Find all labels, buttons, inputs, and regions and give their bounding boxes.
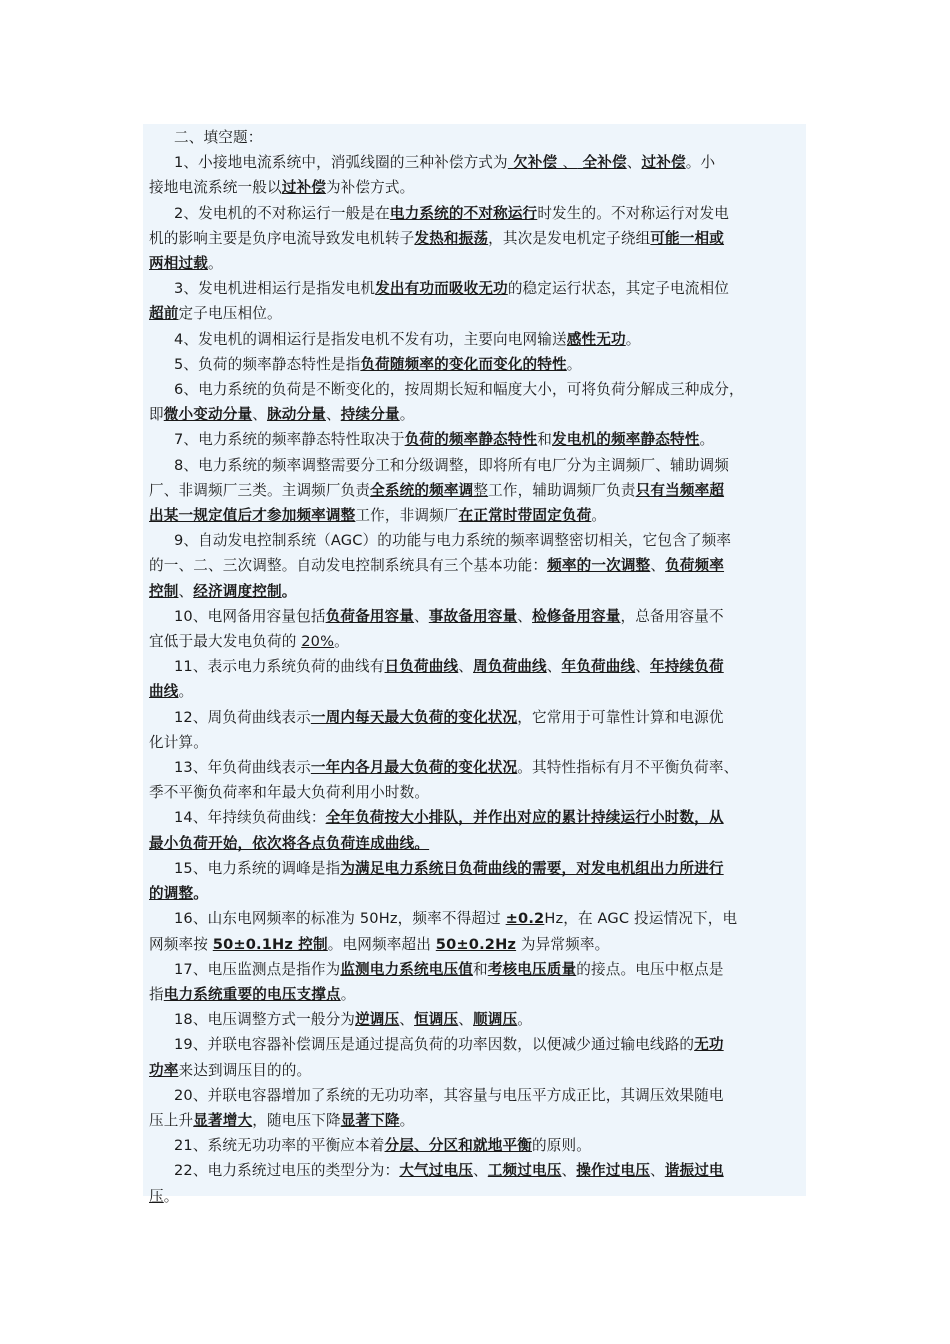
answer-blank: 在正常时带固定负荷 [458,507,592,525]
underlined-text: 、 [562,154,578,172]
answer-blank: 欠补偿 [507,154,563,172]
answer-blank: 超前 [149,305,179,323]
answer-blank: 两相过载 [149,255,208,273]
plain-text: 、 [546,658,562,676]
text-line [149,831,800,856]
plain-text: 17、电压监测点是指作为 [174,960,341,978]
plain-text: 9、自动发电控制系统（AGC）的功能与电力系统的频率调整密切相关，它包含了频率 [174,532,732,550]
plain-text: 21、系统无功功率的平衡应本着 [174,1137,385,1155]
text-line [149,881,800,906]
text-line [149,553,800,578]
answer-blank: 感性无功 [566,330,626,348]
plain-text: 14、年持续负荷曲线： [174,809,326,827]
plain-text: Hz，在 AGC 投运情况下，电 [544,910,738,928]
plain-text: 1、小接地电流系统中，消弧线圈的三种补偿方式为 [174,154,508,172]
plain-text: 10、电网备用容量包括 [174,607,326,625]
plain-text: 。 [163,1187,179,1205]
plain-text: 、 [399,1011,415,1029]
text-line [149,1108,800,1133]
plain-text: 机的影响主要是负序电流导致发电机转子 [149,229,415,247]
plain-text: 、 [626,154,642,172]
text-line [149,856,800,881]
answer-blank: 负荷的频率静态特性 [404,431,538,449]
text-line [149,201,800,226]
plain-text: 、 [635,658,650,676]
text-line [149,150,800,175]
answer-blank: 最小负荷开始，依次将各点负荷连成曲线。 [149,834,430,852]
answer-blank: 恒调压 [414,1011,459,1029]
answer-blank: 发出有功而吸收无功 [375,280,508,298]
plain-text: 网频率按 [149,935,213,953]
text-line [149,705,800,730]
text-line [149,1133,800,1158]
text-line [149,352,800,377]
plain-text: 19、并联电容器补偿调压是通过提高负荷的功率因数，以便减少通过输电线路的 [174,1036,695,1054]
plain-text: 13、年负荷曲线表示 [174,759,311,777]
answer-blank: 一年内各月最大负荷的变化状况 [310,759,518,777]
text-line [149,453,800,478]
answer-blank: 曲线 [149,683,179,701]
answer-blank: 分层、分区和就地平衡 [384,1137,532,1155]
plain-text: 压上升 [149,1111,194,1129]
answer-blank: 日负荷曲线 [384,658,459,676]
bold-text: 。 [281,582,297,600]
text-line [149,301,800,326]
answer-blank: 持续分量 [340,406,400,424]
text-line [149,1158,800,1183]
underlined-text: 20% [301,633,335,651]
text-line [149,327,800,352]
text-line [149,1007,800,1032]
plain-text: 20、并联电容器增加了系统的无功功率，其容量与电压平方成正比，其调压效果随电 [174,1086,724,1104]
plain-text: 、 [325,406,341,424]
plain-text: 的稳定运行状态，其定子电流相位 [507,280,729,298]
answer-blank: ±0.2 [505,910,545,928]
answer-blank: 只有当频率超 [635,481,725,499]
text-line [149,528,800,553]
text-line [149,427,800,452]
text-line [149,629,800,654]
text-line [149,503,800,528]
text-line [149,932,800,957]
answer-blank: 谐振过电 [664,1162,724,1180]
text-line [149,251,800,276]
answer-blank: 显著增大 [193,1111,253,1129]
text-line [149,730,800,755]
plain-text: 工作，非调频厂 [355,507,459,525]
plain-text: 、 [517,607,533,625]
text-line [149,402,800,427]
plain-text: 和 [473,960,488,978]
answer-blank: 电力系统的不对称运行 [389,204,538,222]
question-list [149,150,800,1209]
plain-text: 16、山东电网频率的标准为 50Hz，频率不得超过 [174,910,506,928]
text-line [149,957,800,982]
plain-text: 工作，辅助调频厂负责 [488,481,636,499]
plain-text: 时发生的。不对称运行对发电 [537,204,729,222]
underlined-text: 整 [473,481,489,499]
plain-text: 、 [561,1162,577,1180]
answer-blank: 出某一规定值后才参加频率调整 [149,507,356,525]
text-line [149,805,800,830]
plain-text: 。 [334,633,349,651]
text-line [149,226,800,251]
plain-text: 。 [399,406,415,424]
answer-blank: 负荷随频率的变化而变化的特性 [360,355,567,373]
plain-text: 。 [625,330,641,348]
text-line [149,579,800,604]
plain-text: 5、负荷的频率静态特性是指 [174,355,361,373]
plain-text: 。小 [685,154,716,172]
plain-text: 的一、二、三次调整。自动发电控制系统具有三个基本功能： [149,557,548,575]
answer-blank: 经济调度控制 [193,582,282,600]
text-line [149,755,800,780]
plain-text: 2、发电机的不对称运行一般是在 [174,204,390,222]
plain-text: 。 [566,355,582,373]
answer-blank: 监测电力系统电压值 [340,960,474,978]
plain-text: 。 [517,1011,533,1029]
answer-blank: 电力系统重要的电压支撑点 [163,985,341,1003]
answer-blank: 发电机的频率静态特性 [552,431,700,449]
plain-text: 。其特性指标有月不平衡负荷率、 [517,759,739,777]
plain-text: 的接点。电压中枢点是 [576,960,724,978]
text-line [149,604,800,629]
answer-blank: 顺调压 [473,1011,518,1029]
plain-text: 为补偿方式。 [325,179,415,197]
answer-blank: 事故备用容量 [428,607,518,625]
plain-text: 22、电力系统过电压的类型分为： [174,1162,400,1180]
plain-text: 、 [178,582,194,600]
plain-text: 。 [207,255,223,273]
answer-blank: 操作过电压 [576,1162,650,1180]
answer-blank: 的调整 [149,885,194,903]
answer-blank: 工频过电压 [487,1162,562,1180]
answer-blank: 50±0.1Hz 控制 [212,935,328,953]
plain-text: 季不平衡负荷率和年最大负荷利用小时数。 [149,784,430,802]
plain-text: 。 [699,431,715,449]
answer-blank: 全系统的频率调 [370,481,474,499]
plain-text: 8、电力系统的频率调整需要分工和分级调整，即将所有电厂分为主调频厂、辅助调频 [174,456,729,474]
answer-blank: 显著下降 [340,1111,400,1129]
plain-text: 6、电力系统的负荷是不断变化的，按周期长短和幅度大小，可将负荷分解成三种成分， [174,381,744,399]
plain-text: ，总备用容量不 [620,607,724,625]
answer-blank: 发热和振荡 [414,229,489,247]
plain-text: 接地电流系统一般以 [149,179,282,197]
plain-text: ，其次是发电机定子绕组 [488,229,651,247]
text-line [149,679,800,704]
answer-blank: 控制 [149,582,179,600]
text-line [149,1058,800,1083]
answer-blank: 一周内每天最大负荷的变化状况 [310,708,518,726]
section-heading: 二、填空题： [174,129,263,146]
plain-text: 。 [340,985,356,1003]
text-line [149,1083,800,1108]
plain-text: 。电网频率超出 [327,935,436,953]
plain-text: 。 [399,1111,415,1129]
plain-text: 3、发电机进相运行是指发电机 [174,280,376,298]
answer-blank: 可能一相或 [650,229,725,247]
plain-text: 指 [149,985,164,1003]
answer-blank: 频率的一次调整 [547,557,651,575]
plain-text: 。 [178,683,194,701]
answer-blank: 负荷备用容量 [325,607,415,625]
plain-text: 4、发电机的调相运行是指发电机不发有功，主要向电网输送 [174,330,567,348]
answer-blank: 检修备用容量 [532,607,621,625]
answer-blank: 负荷频率 [665,557,725,575]
plain-text: 的原则。 [532,1137,591,1155]
plain-text: 、 [458,1011,474,1029]
answer-blank: 过补偿 [281,179,326,197]
plain-text: 、 [252,406,267,424]
plain-text: 、 [650,557,666,575]
plain-text: ，随电压下降 [252,1111,341,1129]
bold-text: 。 [193,885,208,903]
plain-text: 15、电力系统的调峰是指 [174,859,341,877]
text-line [149,377,800,402]
plain-text: 7、电力系统的频率静态特性取决于 [174,431,405,449]
text-line [149,1184,800,1209]
answer-blank: 为满足电力系统日负荷曲线的需要，对发电机组出力所进行 [340,859,724,877]
answer-blank: 周负荷曲线 [473,658,547,676]
underlined-text: 压 [149,1187,164,1205]
plain-text: 化计算。 [149,733,208,751]
answer-blank: 过补偿 [641,154,686,172]
answer-blank: 脉动分量 [266,406,326,424]
plain-text: 。 [591,507,607,525]
answer-blank: 年负荷曲线 [561,658,636,676]
plain-text: 11、表示电力系统负荷的曲线有 [174,658,385,676]
text-line [149,906,800,931]
plain-text: 宜低于最大发电负荷的 [149,633,302,651]
plain-text: 来达到调压目的的。 [178,1061,312,1079]
plain-text: 、 [458,658,474,676]
text-line [149,478,800,503]
plain-text: 、 [650,1162,665,1180]
text-line [149,654,800,679]
text-line [149,276,800,301]
plain-text: 即 [149,406,164,424]
answer-blank: 功率 [149,1061,179,1079]
text-line [149,780,800,805]
answer-blank: 50±0.2Hz [435,935,517,953]
answer-blank: 全补偿 [577,154,627,172]
plain-text: 和 [537,431,553,449]
answer-blank: 逆调压 [355,1011,400,1029]
plain-text: 、 [414,607,429,625]
text-line [149,175,800,200]
answer-blank: 无功 [694,1036,724,1054]
answer-blank: 全年负荷按大小排队，并作出对应的累计持续运行小时数，从 [325,809,724,827]
plain-text: ，它常用于可靠性计算和电源优 [517,708,724,726]
plain-text: 12、周负荷曲线表示 [174,708,311,726]
answer-blank: 微小变动分量 [163,406,253,424]
plain-text: 、 [473,1162,488,1180]
fill-in-blanks-section [143,124,806,1205]
plain-text: 18、电压调整方式一般分为 [174,1011,356,1029]
answer-blank: 考核电压质量 [487,960,577,978]
plain-text: 厂、非调频厂三类。主调频厂负责 [149,481,371,499]
text-line [149,1032,800,1057]
answer-blank: 大气过电压 [399,1162,474,1180]
plain-text: 为异常频率。 [516,935,610,953]
text-line [149,982,800,1007]
plain-text: 定子电压相位。 [178,305,282,323]
answer-blank: 年持续负荷 [650,658,724,676]
